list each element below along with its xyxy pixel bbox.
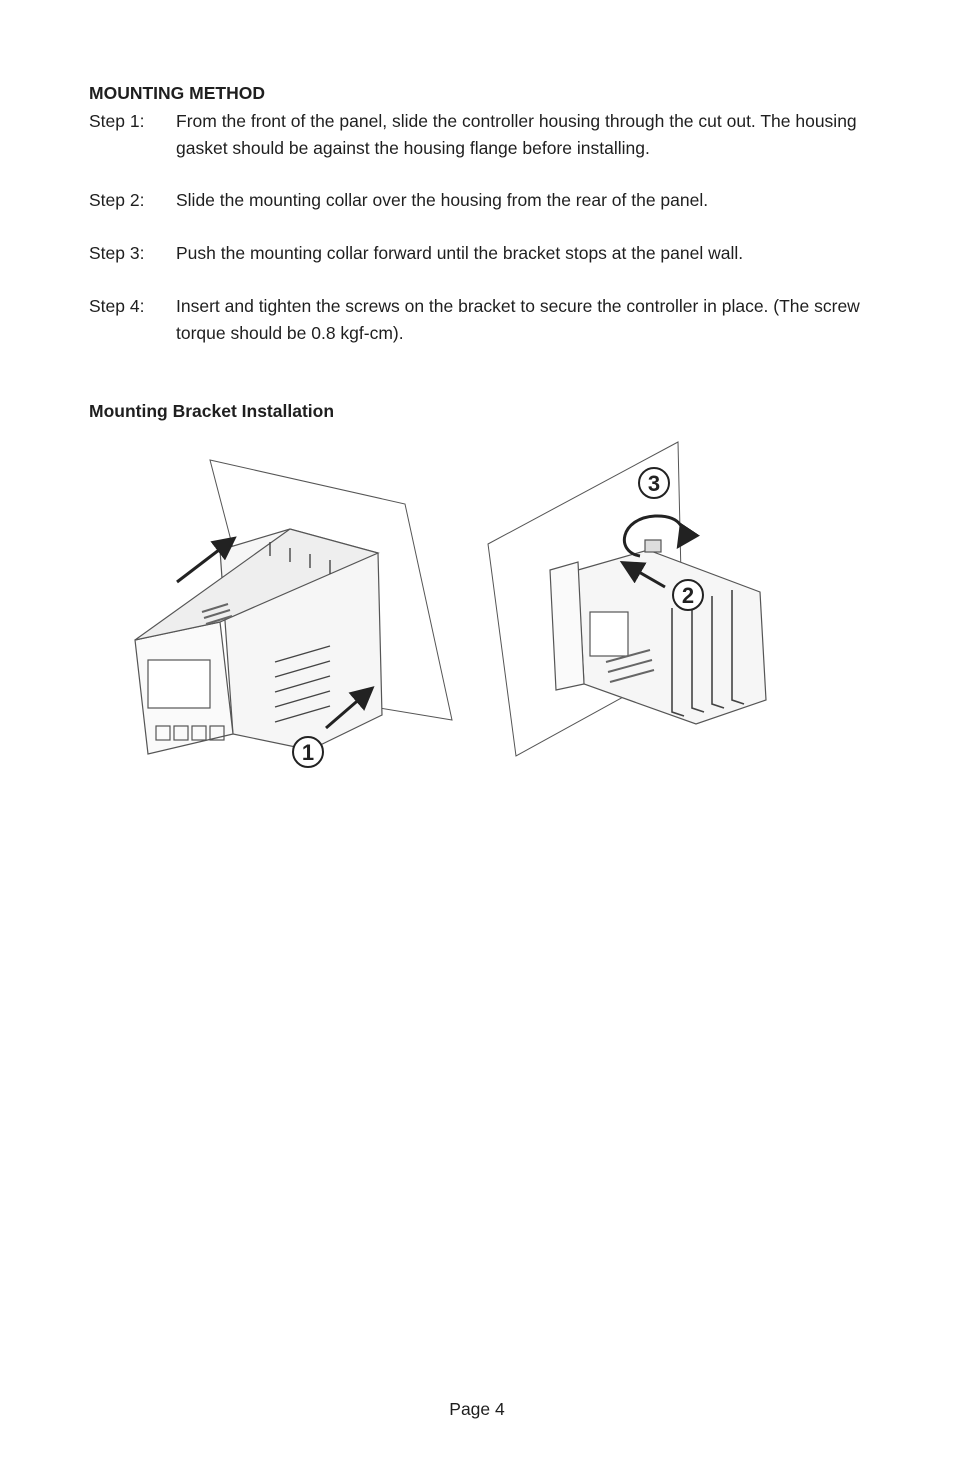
- screw: [645, 540, 661, 552]
- mounting-bracket-illustration: [120, 432, 800, 782]
- step-text: Slide the mounting collar over the housing from the rear of the panel.: [176, 190, 709, 210]
- step-label: Step 2:: [89, 190, 145, 210]
- section-title: MOUNTING METHOD: [89, 83, 265, 103]
- callout-3: [639, 468, 669, 498]
- callout-2: [673, 580, 703, 610]
- step-2: [89, 187, 879, 214]
- step-text: From the front of the panel, slide the controller housing through the cut out. The housing gasket should be against the housing flange before installing.: [176, 111, 857, 158]
- right-drawing: [488, 442, 766, 756]
- callout-1: [293, 737, 323, 767]
- step-label: Step 4:: [89, 296, 145, 316]
- page-number: Page 4: [449, 1399, 505, 1419]
- step-text: Insert and tighten the screws on the bracket to secure the controller in place. (The screw torque should be 0.8 kgf-cm).: [176, 296, 860, 343]
- step-1: [89, 108, 879, 161]
- left-drawing: [135, 460, 452, 754]
- step-4: [89, 293, 879, 346]
- step-label: Step 1:: [89, 111, 145, 131]
- step-label: Step 3:: [89, 243, 145, 263]
- display-window: [148, 660, 210, 708]
- svg-text:1: 1: [301, 740, 315, 765]
- svg-text:3: 3: [647, 471, 661, 496]
- svg-text:2: 2: [681, 583, 695, 608]
- step-text: Push the mounting collar forward until the bracket stops at the panel wall.: [176, 243, 744, 263]
- figure-heading: Mounting Bracket Installation: [89, 401, 335, 421]
- step-3: [89, 240, 879, 267]
